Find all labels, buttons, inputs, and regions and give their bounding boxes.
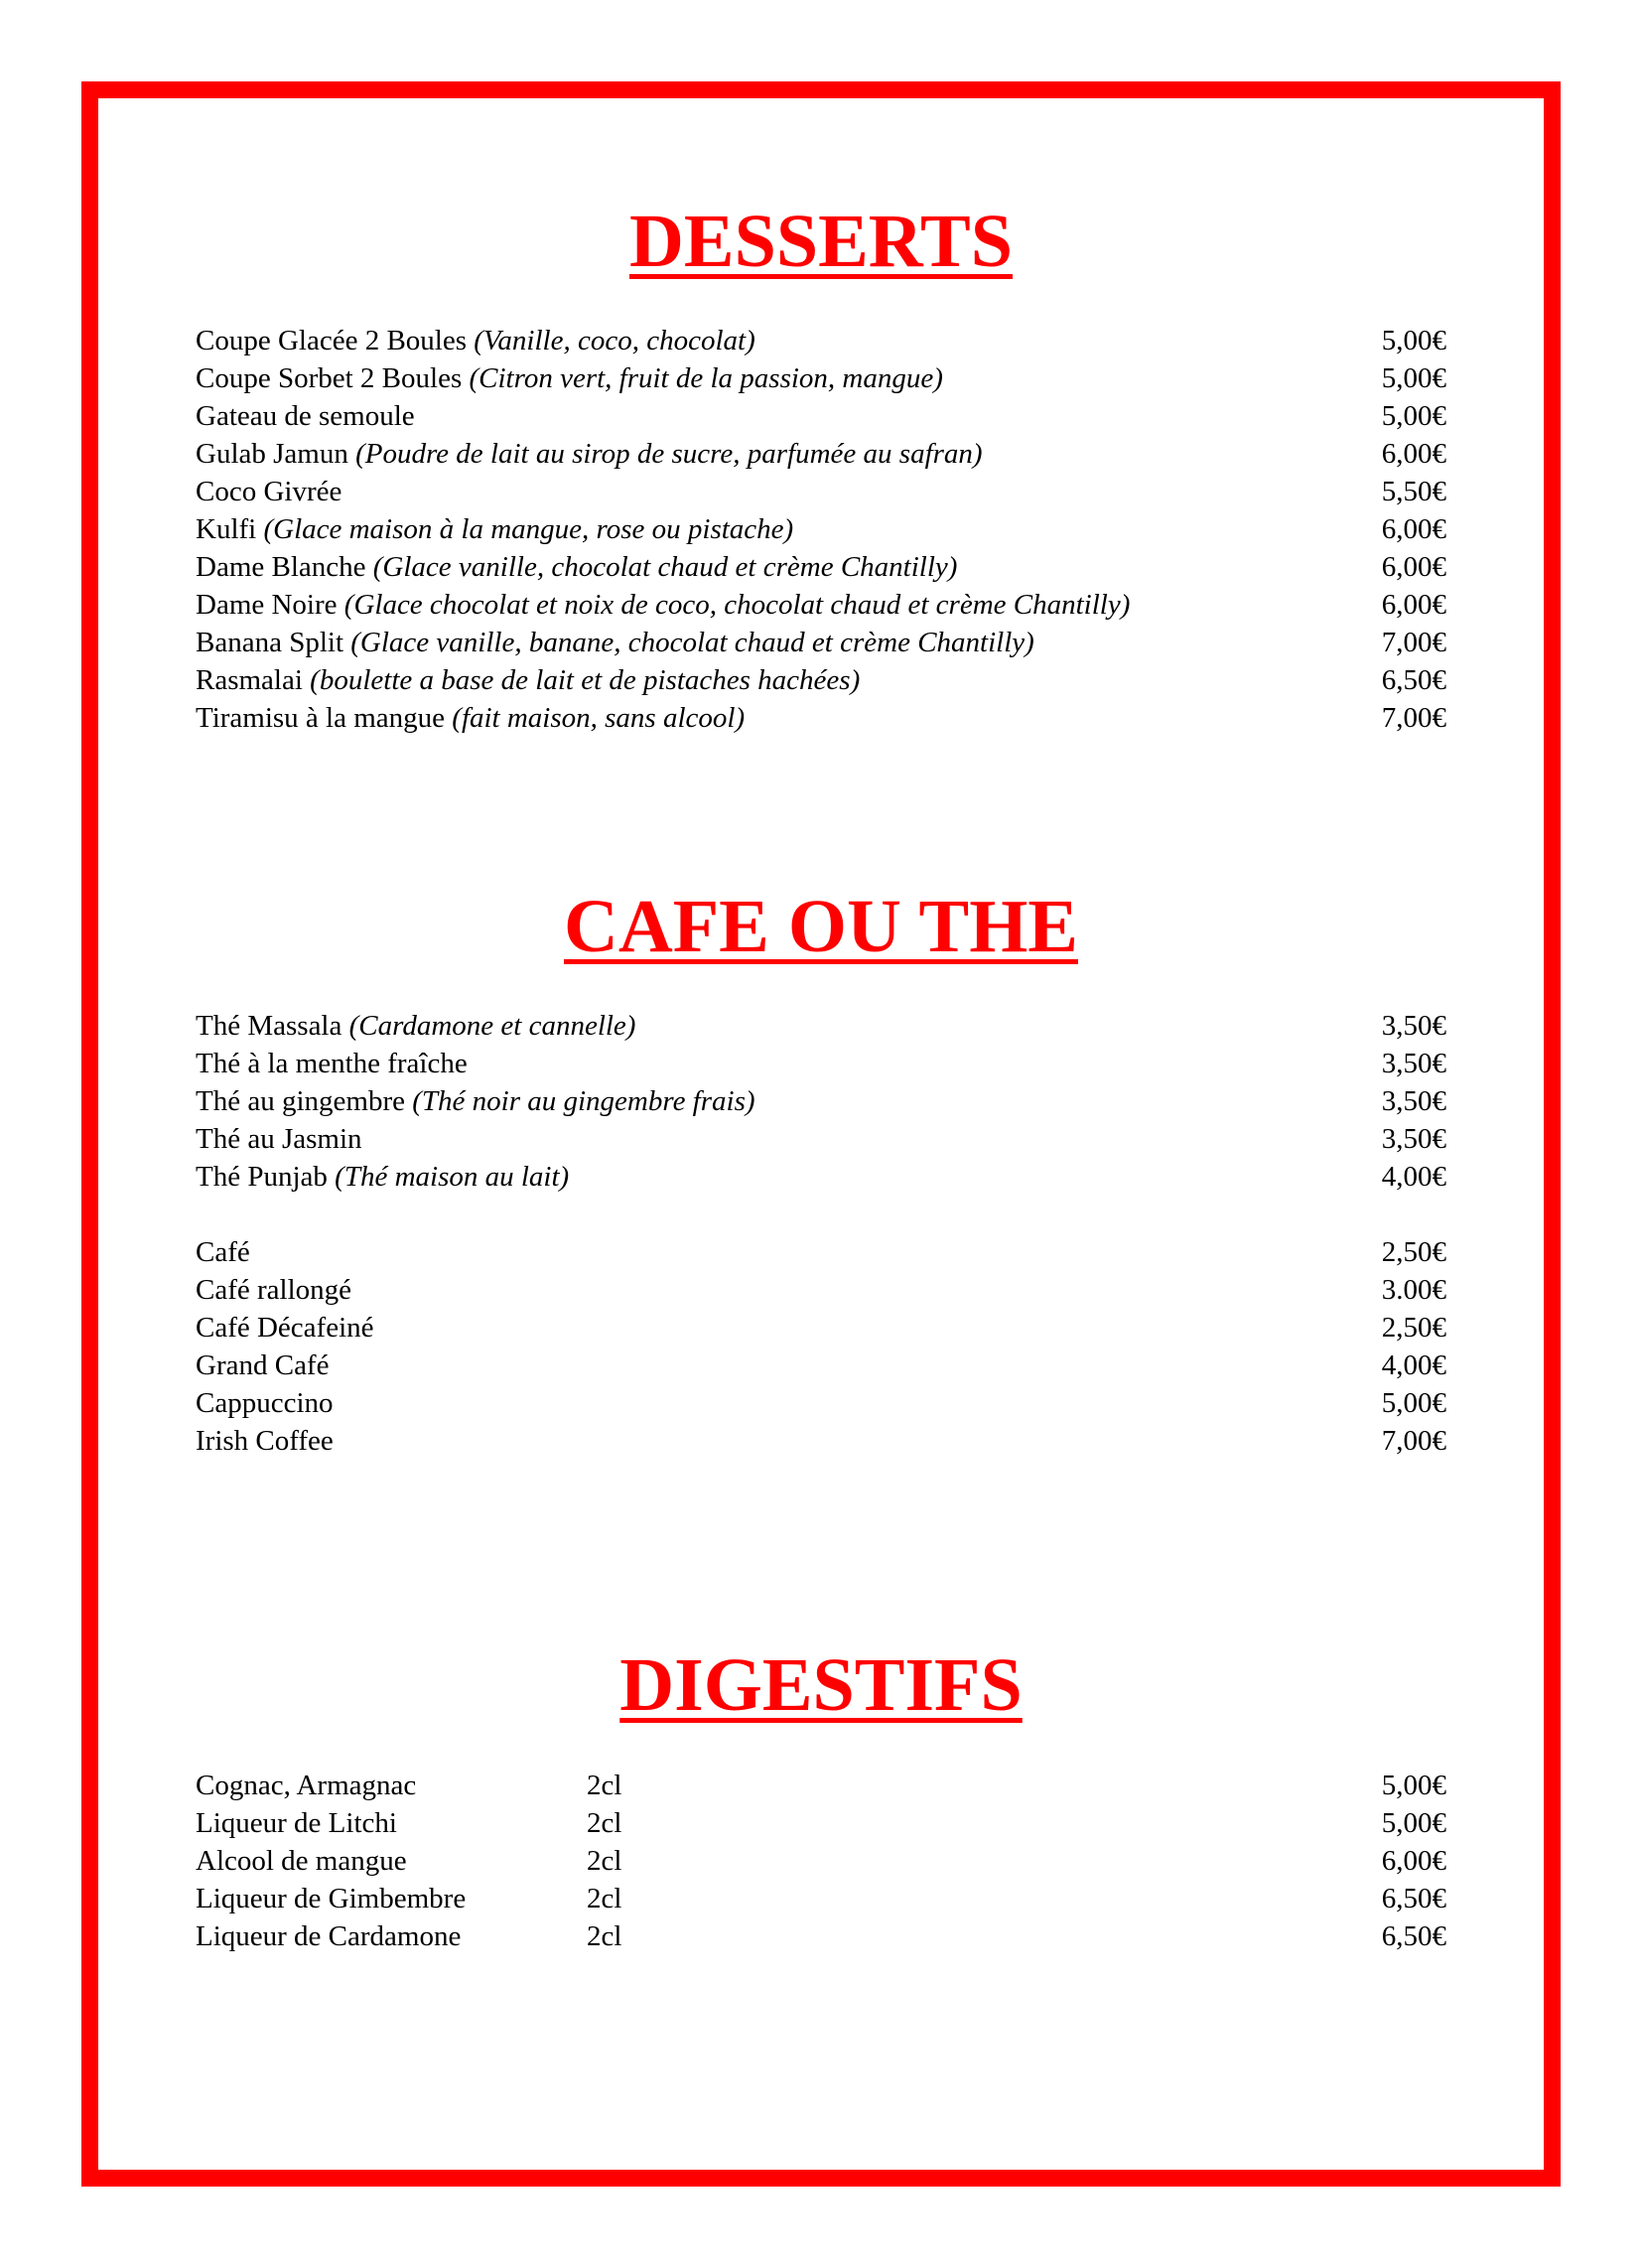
item-price: 5,00€ (1381, 1387, 1446, 1419)
item-price: 6,00€ (1381, 551, 1446, 583)
item-name: Dame Blanche (196, 551, 366, 583)
item-price: 2,50€ (1381, 1236, 1446, 1268)
desserts-title (0, 197, 1642, 286)
menu-item (196, 1007, 1446, 1045)
item-name: Liqueur de Litchi (196, 1807, 397, 1839)
item-price: 6,50€ (1381, 1920, 1446, 1952)
item-name: Kulfi (196, 513, 257, 545)
cafe-the-list (196, 1007, 1446, 1460)
digestifs-list (196, 1767, 1446, 1955)
menu-item (196, 624, 1446, 661)
item-description: (Glace maison à la mangue, rose ou pistache) (263, 513, 794, 545)
menu-item (196, 435, 1446, 473)
item-description: (Glace vanille, banane, chocolat chaud et crème Chantilly) (350, 627, 1034, 658)
item-name: Tiramisu à la mangue (196, 702, 446, 734)
desserts-list (196, 322, 1446, 737)
item-price: 3,50€ (1381, 1010, 1446, 1042)
menu-item (196, 1347, 1446, 1384)
item-description: (Poudre de lait au sirop de sucre, parfumée au safran) (355, 438, 983, 470)
item-price: 6,50€ (1381, 1883, 1446, 1914)
item-name: Thé à la menthe fraîche (196, 1048, 468, 1079)
menu-item (196, 1842, 1446, 1880)
item-description: (Thé maison au lait) (335, 1161, 570, 1193)
item-name: Liqueur de Gimbembre (196, 1883, 467, 1914)
menu-item (196, 1804, 1446, 1842)
item-price: 6,00€ (1381, 589, 1446, 621)
item-price: 3,50€ (1381, 1085, 1446, 1117)
item-name: Rasmalai (196, 664, 303, 696)
menu-item (196, 1917, 1446, 1955)
item-price: 3,50€ (1381, 1048, 1446, 1079)
menu-item (196, 473, 1446, 510)
item-quantity: 2cl (587, 1807, 622, 1839)
item-price: 7,00€ (1381, 1425, 1446, 1457)
item-description: (Glace vanille, chocolat chaud et crème Chantilly) (372, 551, 958, 583)
menu-item (196, 699, 1446, 737)
item-price: 6,50€ (1381, 664, 1446, 696)
item-quantity: 2cl (587, 1920, 622, 1952)
menu-item (196, 1422, 1446, 1460)
item-name: Coupe Glacée 2 Boules (196, 325, 468, 356)
menu-item (196, 322, 1446, 359)
item-name: Liqueur de Cardamone (196, 1920, 462, 1952)
item-name: Gateau de semoule (196, 400, 415, 432)
item-price: 6,00€ (1381, 513, 1446, 545)
menu-item (196, 548, 1446, 586)
menu-item (196, 661, 1446, 699)
item-name: Irish Coffee (196, 1425, 334, 1457)
item-price: 4,00€ (1381, 1161, 1446, 1193)
item-name: Coco Givrée (196, 476, 342, 507)
item-description: (fait maison, sans alcool) (452, 702, 746, 734)
item-name: Thé au gingembre (196, 1085, 405, 1117)
item-price: 5,00€ (1381, 1807, 1446, 1839)
menu-item (196, 1158, 1446, 1196)
menu-item (196, 1384, 1446, 1422)
item-description: (Citron vert, fruit de la passion, mangue) (469, 362, 943, 394)
item-name: Café rallongé (196, 1274, 352, 1306)
item-price: 4,00€ (1381, 1349, 1446, 1381)
item-description: (Thé noir au gingembre frais) (412, 1085, 755, 1117)
menu-item (196, 397, 1446, 435)
item-name: Thé Punjab (196, 1161, 328, 1193)
item-price: 5,00€ (1381, 362, 1446, 394)
item-description: (Glace chocolat et noix de coco, chocolat chaud et crème Chantilly) (343, 589, 1131, 621)
item-quantity: 2cl (587, 1770, 622, 1801)
menu-item (196, 1120, 1446, 1158)
item-description: (Cardamone et cannelle) (348, 1010, 636, 1042)
item-name: Café Décafeiné (196, 1312, 374, 1344)
desserts-title-text: DESSERTS (629, 200, 1013, 283)
item-name: Gulab Jamun (196, 438, 348, 470)
item-name: Dame Noire (196, 589, 338, 621)
item-price: 3.00€ (1381, 1274, 1446, 1306)
item-name: Thé au Jasmin (196, 1123, 362, 1155)
menu-item (196, 1767, 1446, 1804)
menu-item (196, 1045, 1446, 1082)
cafe-the-title-text: CAFE OU THE (563, 885, 1078, 968)
item-price: 7,00€ (1381, 627, 1446, 658)
item-description: (boulette a base de lait et de pistaches hachées) (310, 664, 861, 696)
digestifs-title-text: DIGESTIFS (619, 1643, 1023, 1727)
menu-item (196, 1233, 1446, 1271)
item-price: 2,50€ (1381, 1312, 1446, 1344)
menu-item (196, 1309, 1446, 1347)
item-price: 5,00€ (1381, 400, 1446, 432)
cafe-the-title (0, 882, 1642, 971)
list-spacer (196, 1196, 1446, 1233)
item-description: (Vanille, coco, chocolat) (474, 325, 755, 356)
item-name: Cognac, Armagnac (196, 1770, 417, 1801)
item-name: Banana Split (196, 627, 344, 658)
item-name: Cappuccino (196, 1387, 334, 1419)
item-price: 6,00€ (1381, 1845, 1446, 1877)
item-quantity: 2cl (587, 1845, 622, 1877)
item-name: Coupe Sorbet 2 Boules (196, 362, 463, 394)
item-price: 5,00€ (1381, 325, 1446, 356)
item-price: 7,00€ (1381, 702, 1446, 734)
item-price: 5,50€ (1381, 476, 1446, 507)
menu-item (196, 359, 1446, 397)
item-quantity: 2cl (587, 1883, 622, 1914)
item-price: 3,50€ (1381, 1123, 1446, 1155)
menu-item (196, 510, 1446, 548)
digestifs-title (0, 1640, 1642, 1730)
menu-item (196, 1271, 1446, 1309)
menu-item (196, 586, 1446, 624)
menu-item (196, 1082, 1446, 1120)
item-price: 6,00€ (1381, 438, 1446, 470)
item-name: Thé Massala (196, 1010, 342, 1042)
item-name: Grand Café (196, 1349, 330, 1381)
item-price: 5,00€ (1381, 1770, 1446, 1801)
menu-item (196, 1880, 1446, 1917)
item-name: Alcool de mangue (196, 1845, 407, 1877)
item-name: Café (196, 1236, 250, 1268)
